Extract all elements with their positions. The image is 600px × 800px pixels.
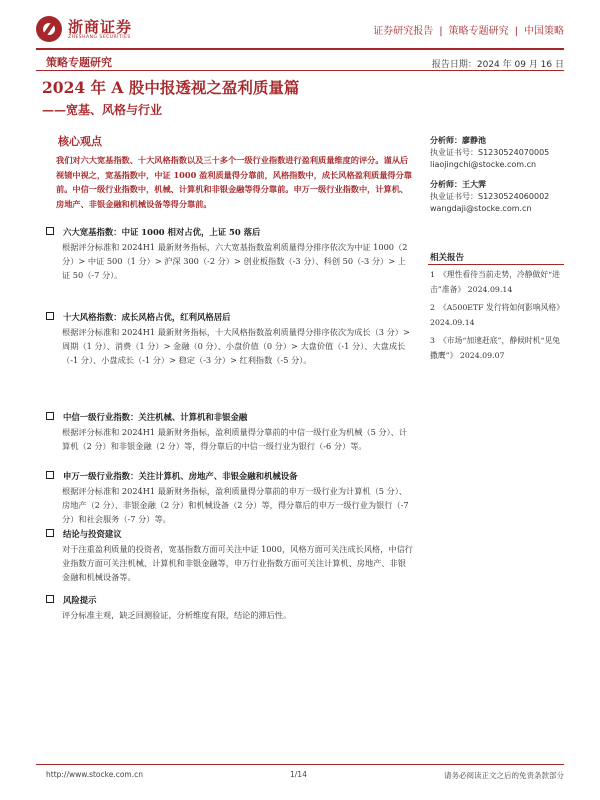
logo-subtitle: ZHESHANG SECURITIES — [68, 35, 131, 40]
section-heading-style-index — [46, 311, 231, 323]
checkbox-bullet-icon — [46, 227, 54, 235]
related-report-number: 3 — [430, 336, 435, 346]
section-heading-text: 中信一级行业指数：关注机械、计算机和非银金融 — [63, 412, 248, 422]
related-report-number: 1 — [430, 270, 435, 279]
header-link-research-report: 证券研究报告 — [373, 26, 434, 37]
footer-website-link[interactable]: http://www.stocke.com.cn — [46, 770, 143, 779]
related-report-item[interactable] — [430, 334, 566, 363]
report-date: 报告日期：2024 年 09 月 16 日 — [431, 60, 564, 70]
analyst-license: 执业证书号：S1230524070005 — [430, 148, 550, 157]
checkbox-bullet-icon — [46, 529, 54, 537]
analyst-name: 王大霁 — [462, 179, 486, 189]
section-heading-text: 结论与投资建议 — [63, 529, 122, 539]
report-type-divider — [36, 70, 564, 71]
company-logo — [36, 16, 156, 44]
section-body-broad-index: 根据评分标准和 2024H1 最新财务指标，六大宽基指数盈利质量得分排序依次为中证 1000（2 分）> 中证 500（1 分）> 沪深 300（-2 分）> 创业板指数（-3 分）、科创 50（-3 分）> 上证 50（-7 分）。 — [62, 242, 408, 281]
logo-name: 浙商证券 — [68, 18, 133, 36]
related-report-text: 《A500ETF 发行将如何影响风格》 2024.09.14 — [430, 303, 565, 327]
page-number: 1/14 — [290, 770, 307, 779]
section-heading-text: 十大风格指数：成长风格占优，红利风格居后 — [63, 312, 231, 322]
analyst-email[interactable]: liaojingchi@stocke.com.cn — [430, 160, 537, 169]
header-link-china-strategy: 中国策略 — [524, 26, 564, 37]
analyst-label: 分析师： — [430, 179, 462, 189]
analyst-card — [430, 134, 549, 171]
analyst-name: 廖静池 — [462, 135, 486, 145]
header-link-strategy-topic: 策略专题研究 — [448, 26, 509, 37]
related-reports-heading: 相关报告 — [430, 253, 465, 263]
section-heading-risk — [46, 594, 97, 606]
header-breadcrumb: 证券研究报告 | 策略专题研究 | 中国策略 — [373, 26, 564, 37]
section-heading-broad-index — [46, 226, 260, 238]
section-heading-text: 申万一级行业指数：关注计算机、房地产、非银金融和机械设备 — [63, 471, 298, 481]
analyst-email[interactable]: wangdaji@stocke.com.cn — [430, 204, 532, 213]
core-viewpoint-heading: 核心观点 — [58, 135, 102, 148]
section-body-sw-industry: 根据评分标准和 2024H1 最新财务指标，盈利质量得分靠前的申万一级行业为计算机（5 分）、房地产（2 分）、非银金融（2 分）和机械设备（2 分）等，得分靠后的申万一级行业为银行（-7 分）和社会服务（-7 分）等。 — [62, 486, 409, 525]
related-reports-list — [430, 268, 566, 368]
section-heading-text: 六大宽基指数：中证 1000 相对占优，上证 50 落后 — [63, 227, 261, 237]
logo-icon — [36, 16, 62, 42]
report-subtitle: ——宽基、风格与行业 — [42, 103, 163, 117]
analyst-card — [430, 178, 549, 215]
related-report-item[interactable] — [430, 268, 566, 297]
checkbox-bullet-icon — [46, 312, 54, 320]
checkbox-bullet-icon — [46, 595, 54, 603]
checkbox-bullet-icon — [46, 471, 54, 479]
section-heading-sw-industry — [46, 470, 298, 482]
section-body-conclusion: 对于注重盈利质量的投资者，宽基指数方面可关注中证 1000，风格方面可关注成长风格，中信行业指数方面可关注机械、计算机和非银金融等，申万行业指数方面可关注计算机、房地产、非银金融和机械设备等。 — [62, 544, 413, 583]
section-heading-citic-industry — [46, 411, 247, 423]
report-type: 策略专题研究 — [46, 56, 112, 69]
footer-divider — [36, 764, 564, 765]
section-heading-text: 风险提示 — [63, 595, 97, 605]
related-report-text: 《理性看待当前走势，冷静做好“进击”准备》 2024.09.14 — [430, 270, 560, 294]
related-report-number: 2 — [430, 303, 435, 313]
section-body-style-index: 根据评分标准和 2024H1 最新财务指标，十大风格指数盈利质量得分排序依次为成长（3 分）> 周期（1 分）、消费（1 分）> 金融（0 分）、小盘价值（0 分）> 大盘价值（-1 分）、大盘成长（-1 分）、小盘成长（-1 分）> 稳定（-3 分）> 红利指数（-5 分）。 — [62, 327, 410, 366]
core-viewpoint-text: 我们对六大宽基指数、十大风格指数以及三十多个一级行业指数进行盈利质量维度的评分。谨从后视镜中视之，宽基指数中，中证 1000 盈利质量得分靠前，风格指数中，成长风格盈利质量得分靠前。中信一级行业指数中，机械、计算机和非银金融等得分靠前。申万一级行业指数中，计算机、房地产、非银金融和机械设备等得分靠前。 — [56, 155, 412, 209]
related-report-text: 《市场“加速赶底”，静候时机“见兔撒鹰”》 2024.09.07 — [430, 336, 561, 360]
related-report-item[interactable] — [430, 301, 566, 330]
report-title: 2024 年 A 股中报透视之盈利质量篇 — [42, 78, 300, 97]
analyst-label: 分析师： — [430, 135, 462, 145]
disclaimer-note: 请务必阅读正文之后的免责条款部分 — [444, 771, 564, 780]
analyst-license: 执业证书号：S1230524060002 — [430, 192, 550, 201]
section-body-citic-industry: 根据评分标准和 2024H1 最新财务指标，盈利质量得分靠前的中信一级行业为机械（5 分）、计算机（2 分）和非银金融（2 分）等，得分靠后的中信一级行业为银行（-6 分）等。 — [62, 427, 408, 452]
header-divider — [36, 48, 564, 50]
section-body-risk: 评分标准主观，缺乏回测验证，分析维度有限，结论的滞后性。 — [62, 610, 292, 620]
checkbox-bullet-icon — [46, 412, 54, 420]
related-reports-divider — [428, 264, 564, 265]
section-heading-conclusion — [46, 528, 122, 540]
